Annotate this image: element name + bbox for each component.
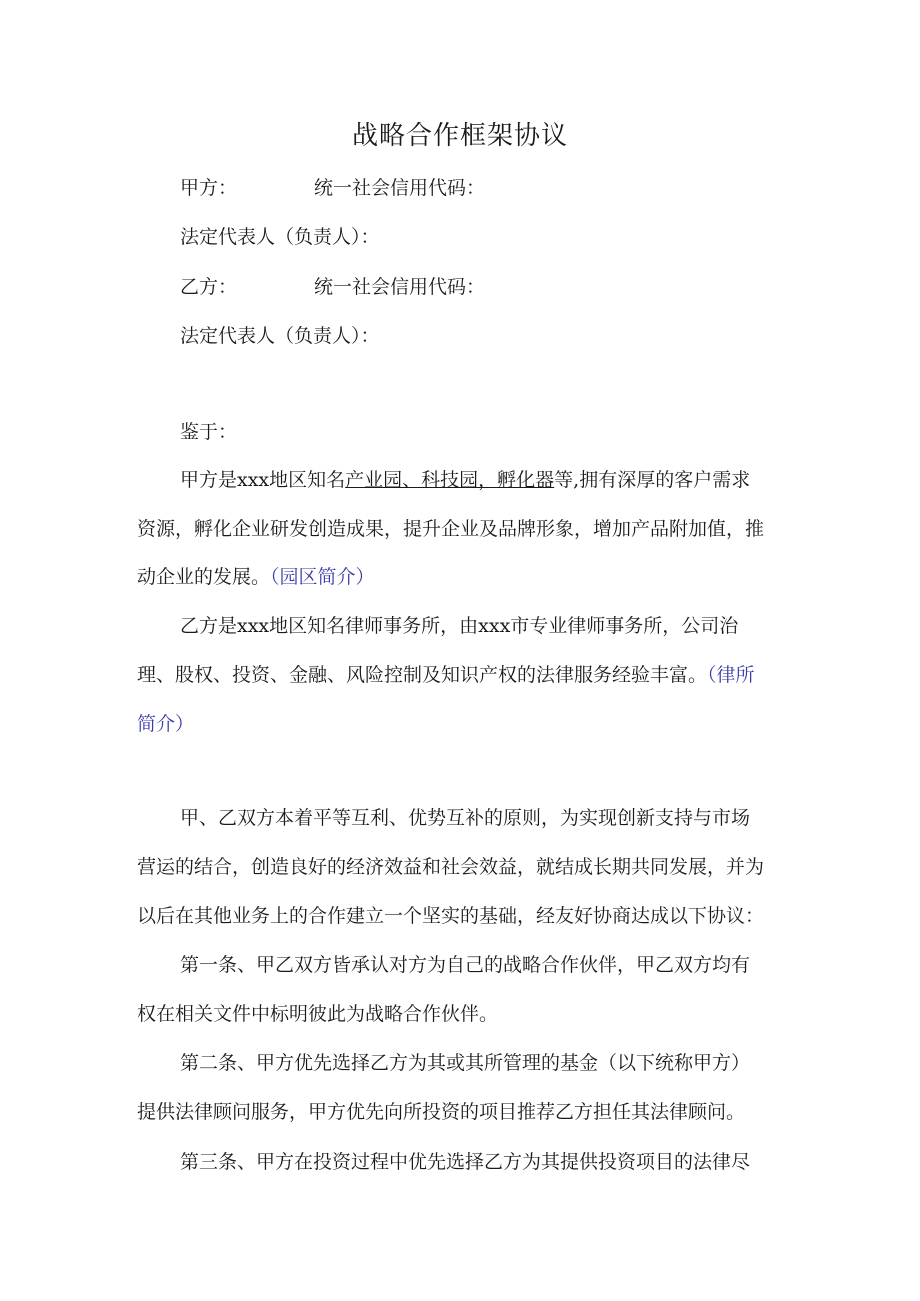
para-b-line-2 bbox=[137, 660, 755, 690]
article-1-line-1: 第一条、甲乙双方皆承认对方为自己的战略合作伙伴，甲乙双方均有 bbox=[180, 954, 751, 976]
park-intro-link: （园区简介） bbox=[270, 566, 375, 588]
article-3-line-1: 第三条、甲方在投资过程中优先选择乙方为其提供投资项目的法律尽 bbox=[180, 1151, 751, 1173]
party-a-credit-code-label: 统一社会信用代码： bbox=[314, 177, 486, 199]
para-a-underlined: 产业园、科技园，孵化器 bbox=[345, 469, 555, 491]
para-c-line-1: 甲、乙双方本着平等互利、优势互补的原则，为实现创新支持与市场 bbox=[180, 807, 751, 829]
para-a-line-2: 资源，孵化企业研发创造成果，提升企业及品牌形象，增加产品附加值，推 bbox=[137, 518, 765, 540]
para-a-line-3 bbox=[137, 562, 375, 592]
para-b-line-1: 乙方是xxx地区知名律师事务所，由xxx市专业律师事务所，公司治 bbox=[180, 615, 739, 637]
party-b-credit-code-label: 统一社会信用代码： bbox=[314, 276, 486, 298]
article-2-line-2: 提供法律顾问服务，甲方优先向所投资的项目推荐乙方担任其法律顾问。 bbox=[137, 1101, 746, 1123]
party-b-label: 乙方： bbox=[180, 276, 238, 298]
document-title: 战略合作框架协议 bbox=[351, 121, 568, 151]
whereas-heading: 鉴于： bbox=[180, 421, 238, 443]
party-a-label: 甲方： bbox=[180, 177, 238, 199]
article-1-line-2: 权在相关文件中标明彼此为战略合作伙伴。 bbox=[137, 1003, 499, 1025]
party-a-legal-rep-label: 法定代表人（负责人）： bbox=[180, 226, 380, 248]
party-b-legal-rep-label: 法定代表人（负责人）： bbox=[180, 325, 380, 347]
para-a-prefix: 甲方是xxx地区知名 bbox=[180, 469, 346, 491]
article-2-line-1: 第二条、甲方优先选择乙方为其或其所管理的基金（以下统称甲方） bbox=[180, 1052, 751, 1074]
para-a-suffix: 等,拥有深厚的客户需求 bbox=[554, 469, 751, 491]
para-c-line-2: 营运的结合，创造良好的经济效益和社会效益，就结成长期共同发展，并为 bbox=[137, 856, 765, 878]
law-firm-intro-link-part-2: 简介） bbox=[137, 713, 195, 735]
para-a-line-3-text: 动企业的发展。 bbox=[137, 566, 271, 588]
para-b-line-2-text: 理、股权、投资、金融、风险控制及知识产权的法律服务经验丰富。 bbox=[137, 664, 708, 686]
para-c-line-3: 以后在其他业务上的合作建立一个坚实的基础，经友好协商达成以下协议： bbox=[137, 905, 765, 927]
para-a-line-1 bbox=[180, 465, 750, 495]
law-firm-intro-link-part-1: （律所 bbox=[707, 664, 755, 686]
